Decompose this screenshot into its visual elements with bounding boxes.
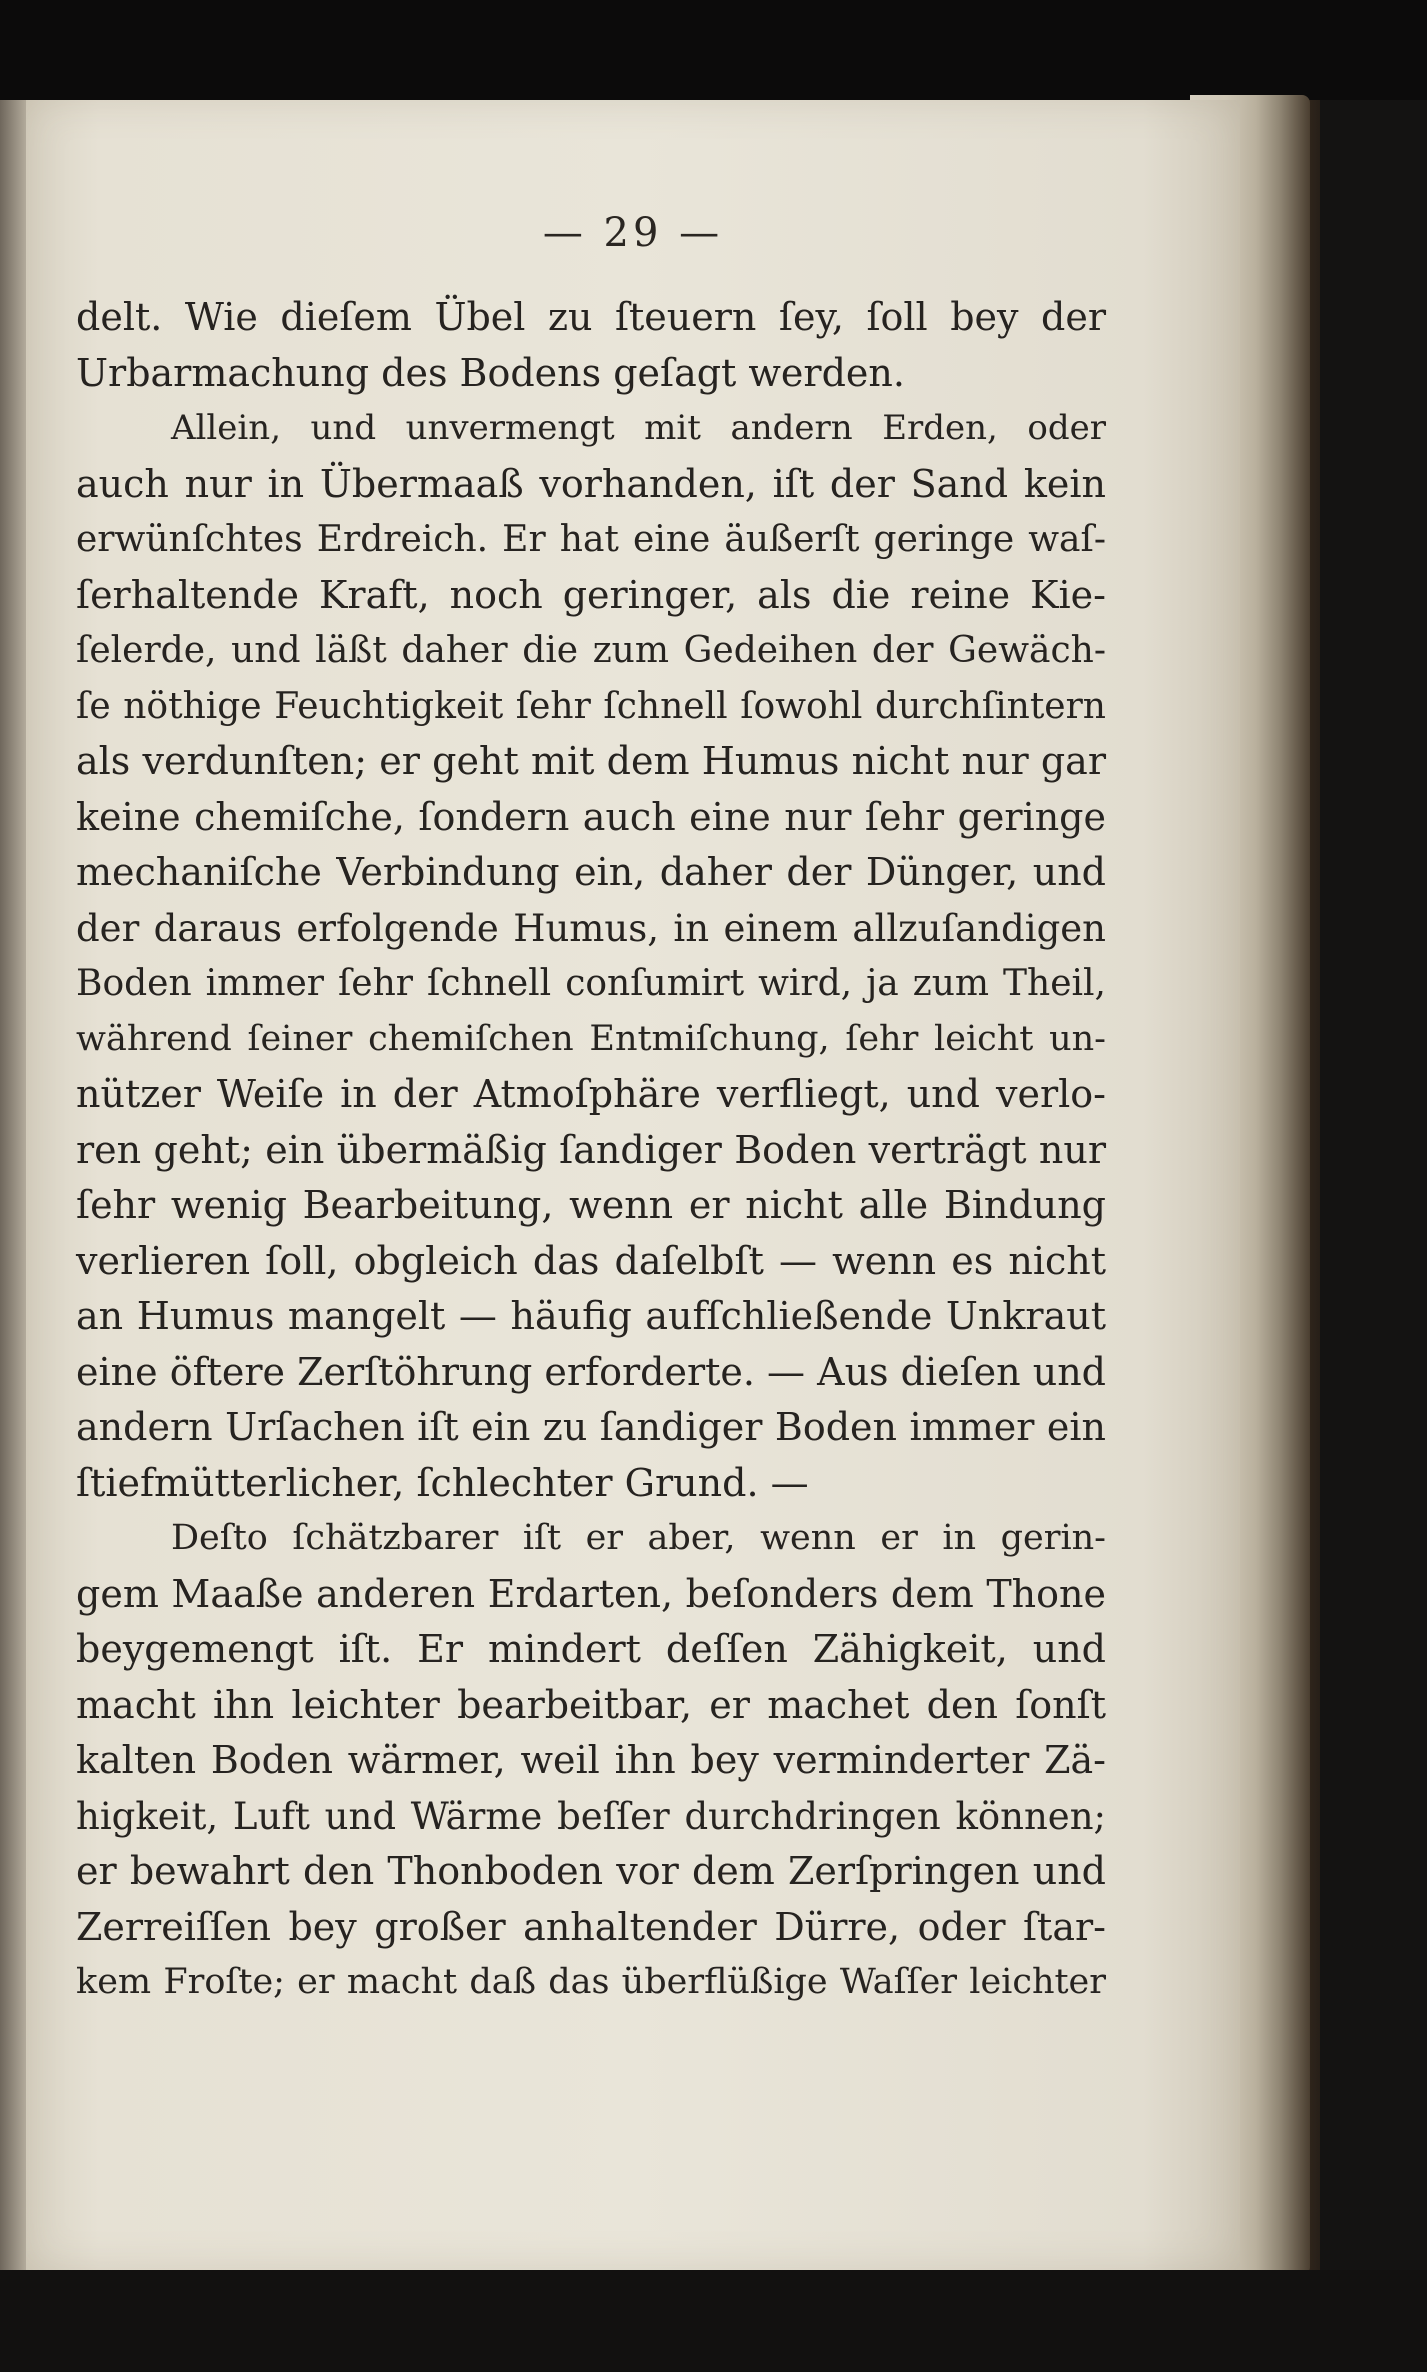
text-line-29: er bewahrt den Thonboden vor dem Zerſpringen und (76, 1849, 1106, 1893)
page-number-header: — 29 — (542, 210, 724, 256)
text-line-4: auch nur in Übermaaß vorhanden, iſt der Sand kein (76, 461, 1106, 506)
text-line-1: delt. Wie dieſem Übel zu ſteuern ſey, ſoll bey der (76, 295, 1106, 339)
text-line-28: higkeit, Luft und Wärme beſſer durchdringen können; (76, 1794, 1106, 1838)
text-line-25: beygemengt iſt. Er mindert deſſen Zähigkeit, und (76, 1627, 1106, 1671)
text-line-6: ſerhaltende Kraft, noch geringer, als die reine Kie- (76, 572, 1106, 617)
book-page (26, 100, 1240, 2270)
scan-background-top (0, 0, 1427, 100)
text-line-19: an Humus mangelt — häufig aufſchließende Unkraut (76, 1294, 1106, 1338)
text-line-22: ſtiefmütterlicher, ſchlechter Grund. — (76, 1460, 809, 1505)
text-line-15: nützer Weiſe in der Atmoſphäre verfliegt, und verlo- (76, 1072, 1106, 1116)
text-line-27: kalten Boden wärmer, weil ihn bey verminderter Zä- (76, 1738, 1106, 1782)
text-line-31: kem Froſte; er macht daß das überflüßige Waſſer leichter (76, 1962, 1106, 2002)
text-line-24: gem Maaße anderen Erdarten, beſonders dem Thone (76, 1571, 1106, 1616)
text-line-17: ſehr wenig Bearbeitung, wenn er nicht alle Bindung (76, 1183, 1106, 1227)
text-line-26: macht ihn leichter bearbeitbar, er machet den ſonſt (76, 1682, 1106, 1727)
text-line-12: der daraus erfolgende Humus, in einem allzuſandigen (76, 906, 1106, 950)
text-line-11: mechaniſche Verbindung ein, daher der Dünger, und (76, 850, 1106, 894)
text-line-14: während ſeiner chemiſchen Entmiſchung, ſehr leicht un- (76, 1018, 1106, 1059)
text-line-30: Zerreiſſen bey großer anhaltender Dürre, oder ſtar- (76, 1904, 1106, 1949)
text-line-10: keine chemiſche, ſondern auch eine nur ſehr geringe (76, 794, 1106, 839)
text-line-20: eine öftere Zerſtöhrung erforderte. — Aus dieſen und (76, 1349, 1106, 1394)
text-line-9: als verdunſten; er geht mit dem Humus nicht nur gar (76, 739, 1106, 783)
text-line-13: Boden immer ſehr ſchnell conſumirt wird, ja zum Theil, (76, 963, 1106, 1004)
text-line-5: erwünſchtes Erdreich. Er hat eine äußerſt geringe waſ- (76, 519, 1106, 560)
page-body-text (76, 290, 1106, 2011)
text-line-3: Allein, und unvermengt mit andern Erden, oder (171, 408, 1106, 448)
text-line-7: ſelerde, und läßt daher die zum Gedeihen der Gewäch- (76, 630, 1106, 671)
text-line-16: ren geht; ein übermäßig ſandiger Boden verträgt nur (76, 1127, 1106, 1172)
text-line-2: Urbarmachung des Bodens geſagt werden. (76, 350, 905, 395)
text-line-8: ſe nöthige Feuchtigkeit ſehr ſchnell ſowohl durchſintern (76, 685, 1106, 727)
text-line-23: Deſto ſchätzbarer iſt er aber, wenn er in gerin- (171, 1518, 1106, 1558)
text-line-21: andern Urſachen iſt ein zu ſandiger Boden immer ein (76, 1405, 1106, 1449)
scan-background-bottom (0, 2270, 1427, 2372)
text-line-18: verlieren ſoll, obgleich das daſelbſt — wenn es nicht (76, 1238, 1106, 1283)
